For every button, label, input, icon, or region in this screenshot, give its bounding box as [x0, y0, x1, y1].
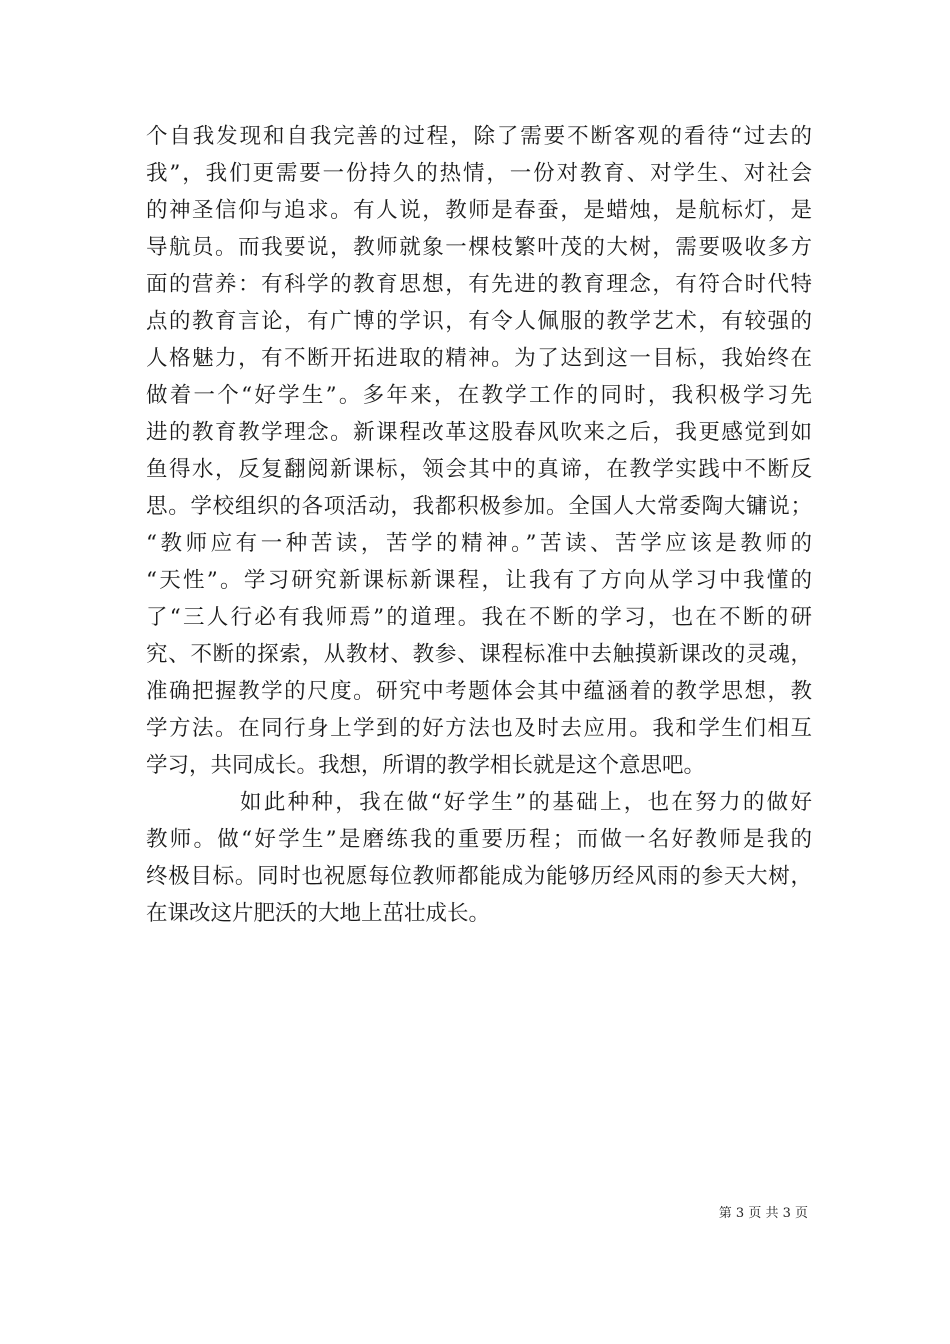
text-line: “天性”。学习研究新课标新课程，让我有了方向从学习中我懂的	[146, 568, 812, 593]
paragraph-1	[146, 118, 812, 784]
document-body	[146, 118, 812, 932]
text-line: 个自我发现和自我完善的过程，除了需要不断客观的看待“过去的	[146, 124, 812, 149]
text-line: 面的营养：有科学的教育思想，有先进的教育理念，有符合时代特	[146, 272, 812, 297]
text-line: “教师应有一种苦读，苦学的精神。”苦读、苦学应该是教师的	[146, 531, 812, 556]
text-line: 思。学校组织的各项活动，我都积极参加。全国人大常委陶大镛说；	[146, 494, 812, 519]
text-line: 在课改这片肥沃的大地上茁壮成长。	[146, 901, 491, 926]
text-line: 究、不断的探索，从教材、教参、课程标准中去触摸新课改的灵魂，	[146, 642, 812, 667]
text-line: 的神圣信仰与追求。有人说，教师是春蚕，是蜡烛，是航标灯，是	[146, 198, 812, 223]
text-line: 终极目标。同时也祝愿每位教师都能成为能够历经风雨的参天大树，	[146, 864, 812, 889]
text-line: 教师。做“好学生”是磨练我的重要历程；而做一名好教师是我的	[146, 827, 812, 852]
text-line: 做着一个“好学生”。多年来，在教学工作的同时，我积极学习先	[146, 383, 812, 408]
text-line: 鱼得水，反复翻阅新课标，领会其中的真谛，在教学实践中不断反	[146, 457, 812, 482]
text-line: 我”，我们更需要一份持久的热情，一份对教育、对学生、对社会	[146, 161, 812, 186]
text-line: 准确把握教学的尺度。研究中考题体会其中蕴涵着的教学思想，教	[146, 679, 812, 704]
text-line: 进的教育教学理念。新课程改革这股春风吹来之后，我更感觉到如	[146, 420, 812, 445]
text-line: 如此种种，我在做“好学生”的基础上，也在努力的做好	[240, 790, 812, 815]
text-line: 人格魅力，有不断开拓进取的精神。为了达到这一目标，我始终在	[146, 346, 812, 371]
text-line: 导航员。而我要说，教师就象一棵枝繁叶茂的大树，需要吸收多方	[146, 235, 812, 260]
text-line: 学习，共同成长。我想，所谓的教学相长就是这个意思吧。	[146, 753, 706, 778]
text-line: 学方法。在同行身上学到的好方法也及时去应用。我和学生们相互	[146, 716, 812, 741]
text-line: 点的教育言论，有广博的学识，有令人佩服的教学艺术，有较强的	[146, 309, 812, 334]
page-number: 第 3 页 共 3 页	[718, 1206, 808, 1221]
paragraph-2	[146, 784, 812, 932]
text-line: 了“三人行必有我师焉”的道理。我在不断的学习，也在不断的研	[146, 605, 812, 630]
